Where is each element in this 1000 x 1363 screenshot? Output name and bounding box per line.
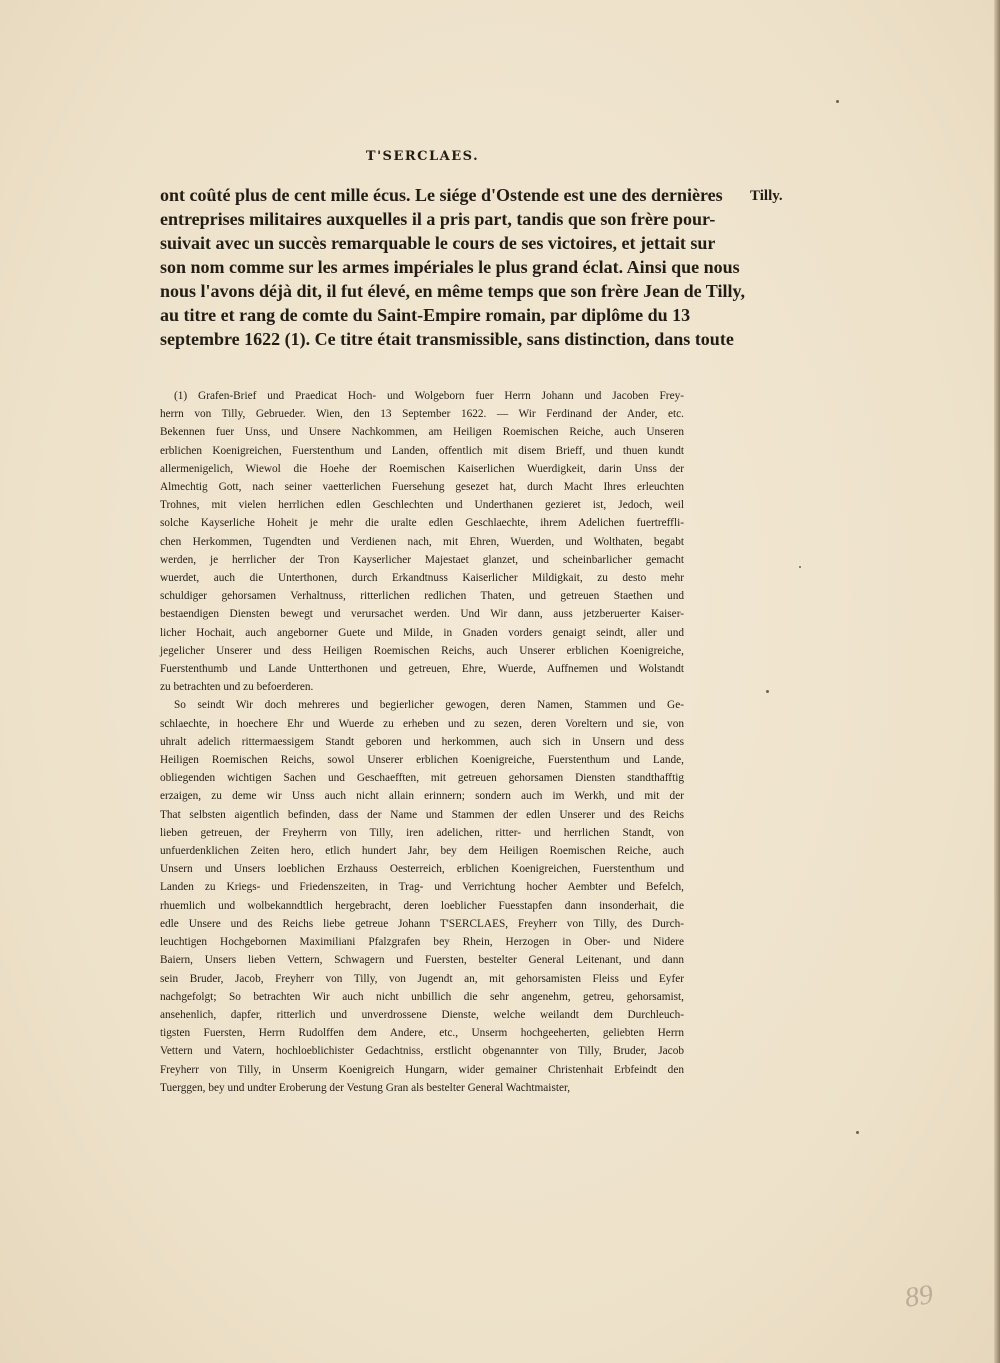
footnote-line: tigsten Fuersten, Herrn Rudolffen dem Andere, etc., Unserm hochgeeherten, geliebten Herrn <box>160 1027 684 1040</box>
footnote-line: werden, je herrlicher der Tron Kayserlicher Majestaet glanzet, und scheinbarlicher gemacht <box>160 553 684 566</box>
footnote-line: leuchtigen Hochgebornen Maximiliani Pfalzgrafen bey Rhein, Herzogen in Ober- und Nidere <box>160 936 684 949</box>
footnote-line: Landen zu Kriegs- und Friedenszeiten, in Trag- und Verrichtung hocher Aembter und Befelch, <box>160 881 684 894</box>
paper-speck <box>766 690 769 693</box>
footnote-block <box>160 387 684 1097</box>
footnote-line: ansehenlich, dapfer, ritterlich und unverdrossene Dienste, welche weilandt dem Durchleuch- <box>160 1008 684 1021</box>
footnote-line: unfuerdenklichen Zeiten hero, etlich hundert Jahr, bey dem Heiligen Roemischen Reiche, auch <box>160 845 684 858</box>
footnote-line: rhuemlich und wolbekanndtlich hergebracht, deren loeblicher Fuesstapfen dann insonderhait, die <box>160 899 684 912</box>
footnote-line: erzaigen, zu deme wir Unss auch nicht allain erinnern; sondern auch im Werkh, und mit der <box>160 790 684 803</box>
footnote-line: Baiern, Unsers lieben Vettern, Schwagern und Fuersten, bestelter General Leitenant, und dann <box>160 954 684 967</box>
main-text-block <box>160 183 745 351</box>
footnote-line: Vettern und Vatern, hochloeblichister Gedachtniss, erstlicht obgenannter von Tilly, Bruder, Jacob <box>160 1045 684 1058</box>
footnote-line: So seindt Wir doch mehreres und begierlicher gewogen, deren Namen, Stammen und Ge- <box>174 699 684 712</box>
footnote-line: lieben getreuen, der Freyherrn von Tilly, iren adelichen, ritter- und herrlichen Standt, von <box>160 826 684 839</box>
footnote-paragraph-2 <box>160 696 684 1096</box>
footnote-line: obliegenden wichtigen Sachen und Geschaefften, mit getreuen gehorsamen Diensten standthafftig <box>160 772 684 785</box>
footnote-paragraph-1 <box>160 387 684 696</box>
paper-speck <box>856 1131 859 1134</box>
footnote-line: chen Herkommen, Tugendten und Verdienen nach, mit Ehren, Wuerden, und Wolthaten, begabt <box>160 535 684 548</box>
page-edge-shadow <box>994 0 1000 1363</box>
footnote-line: herrn von Tilly, Gebrueder. Wien, den 13 September 1622. — Wir Ferdinand der Ander, etc. <box>160 408 684 421</box>
main-text-line: nous l'avons déjà dit, il fut élevé, en même temps que son frère Jean de Tilly, <box>160 281 745 301</box>
footnote-line: licher Hochait, auch angeborner Guete und Milde, in Gnaden vorders genaigt seindt, aller und <box>160 626 684 639</box>
footnote-line: Fuerstenthumb und Lande Untterthonen und getreuen, Ehre, Wuerde, Auffnemen und Wolstandt <box>160 663 684 676</box>
main-text-line: au titre et rang de comte du Saint-Empire romain, par diplôme du 13 <box>160 305 691 325</box>
footnote-line: nachgefolgt; So betrachten Wir auch nicht unbillich die sehr angenehm, getreu, gehorsamist, <box>160 990 684 1003</box>
footnote-line: schuldiger gehorsamen Verhaltnuss, ritterlichen redlichen Thaten, und getreuen Staethen und <box>160 590 684 603</box>
footnote-line: allermenigelich, Wiewol die Hoehe der Roemischen Kaiserlichen Wuerdigkeit, darin Unss der <box>160 462 684 475</box>
main-text-line: suivait avec un succès remarquable le cours de ses victoires, et jettait sur <box>160 233 716 253</box>
margin-note: Tilly. <box>750 188 783 204</box>
footnote-line: edle Unsere und des Reichs liebe getreue Johann T'SERCLAES, Freyherr von Tilly, des Durch- <box>160 917 684 930</box>
footnote-line: Unsern und Unsers loeblichen Erzhauss Oesterreich, erblichen Koenigreichen, Fuerstenthum und <box>160 863 684 876</box>
footnote-line: jegelicher Unserer und dess Heiligen Roemischen Reichs, auch Unserer erblichen Koenigreiche, <box>160 644 684 657</box>
main-text-line: son nom comme sur les armes impériales le plus grand éclat. Ainsi que nous <box>160 257 740 277</box>
footnote-line: bestaendigen Diensten bewegt und verursachet werden. Und Wir dann, auss jetzberuerter Kaiser- <box>160 608 684 621</box>
footnote-line: Trohnes, mit vielen herrlichen edlen Geschlechten und Underthanen gezieret ist, Jedoch, weil <box>160 499 684 512</box>
footnote-line: zu betrachten und zu befoerderen. <box>160 681 314 694</box>
running-header: T'SERCLAES. <box>365 149 480 164</box>
footnote-line: solche Kayserliche Hoheit je mehr die uralte edlen Geschlaechte, ihrem Adelichen fuertreffli- <box>160 517 684 530</box>
footnote-line: erblichen Koenigreichen, Fuerstenthum und Landen, offentlich mit disem Brieff, und thuen kundt <box>160 444 684 457</box>
main-text-line: septembre 1622 (1). Ce titre était transmissible, sans distinction, dans toute <box>160 329 734 349</box>
paper-speck <box>799 566 801 568</box>
footnote-line: Bekennen fuer Unss, und Unsere Nachkommen, am Heiligen Roemischen Reiche, auch Unseren <box>160 426 684 439</box>
footnote-line: Heiligen Roemischen Reichs, sowol Unserer erblichen Koenigreiche, Fuerstenthum und Lande, <box>160 754 684 767</box>
footnote-line: sein Bruder, Jacob, Freyherr von Tilly, von Jugendt an, mit gehorsamisten Fleiss und Eyfer <box>160 972 684 985</box>
main-text-line: ont coûté plus de cent mille écus. Le siége d'Ostende est une des dernières <box>160 185 723 205</box>
footnote-line: Freyherr von Tilly, in Unserm Koenigreich Hungarn, wider gemainer Christenhait Erbfeindt den <box>160 1063 684 1076</box>
footnote-line: wuerdet, auch die Unterthonen, durch Erkandtnuss Kaiserlicher Mildigkait, zu desto mehr <box>160 572 684 585</box>
footnote-line: schlaechte, in hoechere Ehr und Wuerde zu erheben und zu sezen, deren Voreltern und sie, von <box>160 717 684 730</box>
footnote-line: (1) Grafen-Brief und Praedicat Hoch- und Wolgeborn fuer Herrn Johann und Jacoben Frey- <box>174 390 684 402</box>
footnote-line: Almechtig Gott, nach seiner vaetterlichen Fuersehung gesezet hat, durch Macht Ihres erleuchten <box>160 481 684 494</box>
paper-speck <box>836 100 839 103</box>
main-text-line: entreprises militaires auxquelles il a pris part, tandis que son frère pour- <box>160 209 716 229</box>
footnote-line: That selbsten aigentlich befinden, dass der Name und Stammen der edlen Unserer und des Reichs <box>160 808 684 821</box>
footnote-line: Tuerggen, bey und undter Eroberung der Vestung Gran als bestelter General Wachtmaister, <box>160 1081 571 1094</box>
handwritten-folio-number: 89 <box>902 1279 935 1314</box>
footnote-line: uhralt adelich rittermaessigem Standt geboren und herkommen, auch sich in Unsern und dess <box>160 735 684 748</box>
